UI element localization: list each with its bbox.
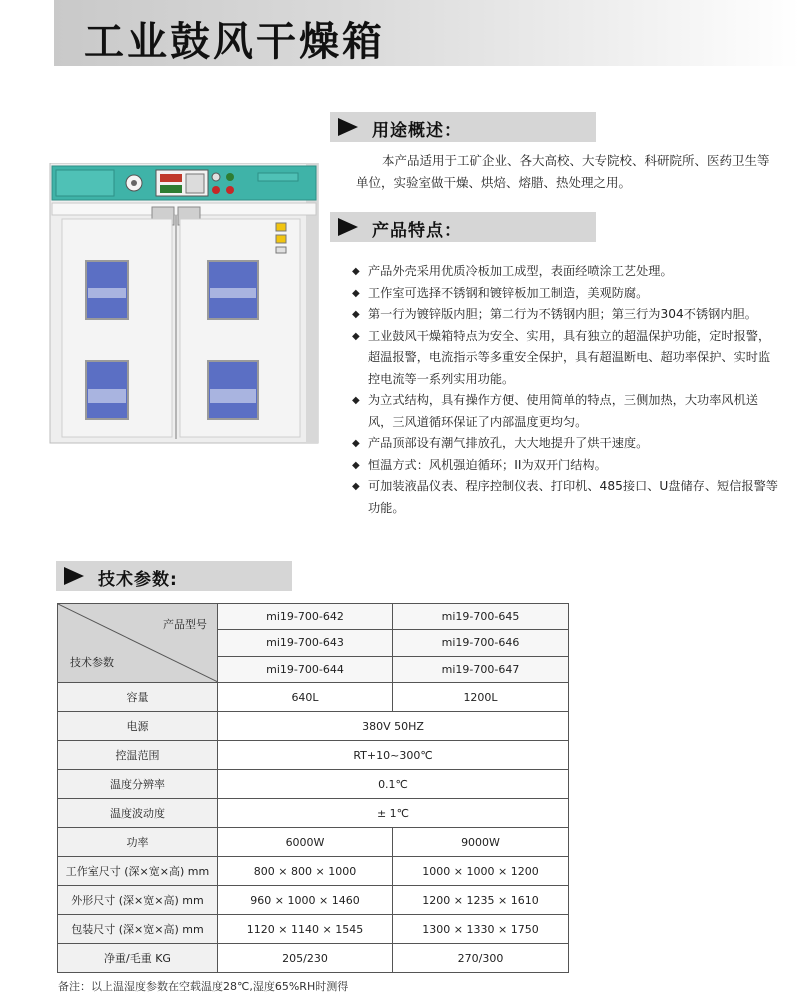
table-row	[58, 683, 569, 712]
model-cell: mi19-700-647	[393, 656, 569, 682]
usage-description: 本产品适用于工矿企业、各大高校、大专院校、科研院所、医药卫生等单位，实验室做干燥、烘焙、熔腊、热处理之用。	[356, 153, 770, 190]
spec-table	[57, 603, 569, 973]
corner-label-params: 技术参数	[70, 656, 114, 669]
diamond-bullet-icon: ◆	[352, 309, 360, 320]
table-row	[58, 828, 569, 857]
feature-text: 可加装液晶仪表、程序控制仪表、打印机、485接口、U盘储存、短信报警等功能。	[368, 479, 778, 515]
model-cell: mi19-700-646	[393, 630, 569, 656]
table-corner-cell	[58, 604, 218, 683]
usage-section-header	[330, 112, 596, 142]
arrow-right-icon	[338, 118, 358, 136]
feature-item	[350, 476, 780, 519]
feature-item	[350, 261, 780, 283]
corner-label-model: 产品型号	[163, 618, 207, 631]
arrow-right-icon	[338, 218, 358, 236]
value-cell: 1200 × 1235 × 1610	[393, 886, 569, 915]
table-row	[58, 944, 569, 973]
footnote: 备注：以上温湿度参数在空载温度28℃,湿度65%RH时测得	[58, 980, 349, 993]
value-cell: 1000 × 1000 × 1200	[393, 857, 569, 886]
table-row	[58, 799, 569, 828]
row-label: 外形尺寸 (深×宽×高) mm	[58, 886, 218, 915]
value-cell: 6000W	[218, 828, 393, 857]
value-cell: 640L	[218, 683, 393, 712]
row-label: 功率	[58, 828, 218, 857]
value-cell: 270/300	[393, 944, 569, 973]
row-label: 容量	[58, 683, 218, 712]
model-cell: mi19-700-644	[218, 656, 393, 682]
table-row	[58, 915, 569, 944]
feature-text: 为立式结构，具有操作方便、使用简单的特点，三侧加热，大功率风机送风，三风道循环保证了内部温度更均匀。	[368, 393, 758, 429]
usage-section-title: 用途概述：	[372, 121, 462, 141]
diamond-bullet-icon: ◆	[352, 438, 360, 449]
row-label: 控温范围	[58, 741, 218, 770]
specs-section-title: 技术参数:	[98, 570, 178, 590]
feature-item	[350, 390, 780, 433]
feature-text: 工业鼓风干燥箱特点为安全、实用，具有独立的超温保护功能，定时报警，超温报警，电流指示等多重安全保护，具有超温断电、超功率保护、实时监控电流等一系列实用功能。	[368, 328, 771, 386]
value-cell: 1120 × 1140 × 1545	[218, 915, 393, 944]
diamond-bullet-icon: ◆	[352, 459, 360, 471]
value-cell: 0.1℃	[218, 770, 569, 799]
value-cell: 1300 × 1330 × 1750	[393, 915, 569, 944]
value-cell: ± 1℃	[218, 799, 569, 828]
row-label: 包装尺寸 (深×宽×高) mm	[58, 915, 218, 944]
row-label: 温度分辨率	[58, 770, 218, 799]
row-label: 工作室尺寸 (深×宽×高) mm	[58, 857, 218, 886]
title-banner	[54, 0, 800, 66]
diamond-bullet-icon: ◆	[352, 330, 360, 342]
table-row	[58, 604, 569, 630]
table-row	[58, 741, 569, 770]
page-title: 工业鼓风干燥箱	[84, 19, 385, 65]
table-row	[58, 857, 569, 886]
row-label: 电源	[58, 712, 218, 741]
table-row	[58, 886, 569, 915]
feature-item	[350, 326, 780, 391]
value-cell: 1200L	[393, 683, 569, 712]
value-cell: 9000W	[393, 828, 569, 857]
feature-item	[350, 433, 780, 455]
value-cell: 380V 50HZ	[218, 712, 569, 741]
oven-image	[48, 163, 320, 445]
value-cell: 205/230	[218, 944, 393, 973]
model-cell: mi19-700-645	[393, 604, 569, 630]
feature-text: 工作室可选择不锈钢和镀锌板加工制造，美观防腐。	[368, 285, 649, 300]
diamond-bullet-icon: ◆	[352, 481, 360, 492]
model-cell: mi19-700-642	[218, 604, 393, 630]
table-row	[58, 712, 569, 741]
arrow-right-icon	[64, 567, 84, 585]
feature-item	[350, 304, 780, 326]
feature-item	[350, 455, 780, 477]
diamond-bullet-icon: ◆	[352, 266, 360, 277]
features-list	[350, 261, 780, 519]
diamond-bullet-icon: ◆	[352, 395, 360, 406]
feature-item	[350, 283, 780, 305]
feature-text: 恒温方式：风机强迫循环；II为双开门结构。	[368, 457, 607, 472]
diamond-bullet-icon: ◆	[352, 287, 360, 299]
value-cell: RT+10~300℃	[218, 741, 569, 770]
features-section-header	[330, 212, 596, 242]
row-label: 温度波动度	[58, 799, 218, 828]
model-cell: mi19-700-643	[218, 630, 393, 656]
table-row	[58, 770, 569, 799]
value-cell: 800 × 800 × 1000	[218, 857, 393, 886]
specs-section-header	[56, 561, 292, 591]
value-cell: 960 × 1000 × 1460	[218, 886, 393, 915]
feature-text: 产品顶部设有潮气排放孔，大大地提升了烘干速度。	[368, 436, 649, 450]
feature-text: 产品外壳采用优质冷板加工成型，表面经喷涂工艺处理。	[368, 264, 673, 278]
features-section-title: 产品特点：	[372, 221, 462, 241]
row-label: 净重/毛重 KG	[58, 944, 218, 973]
feature-text: 第一行为镀锌版内胆；第二行为不锈钢内胆；第三行为304不锈钢内胆。	[368, 307, 757, 321]
